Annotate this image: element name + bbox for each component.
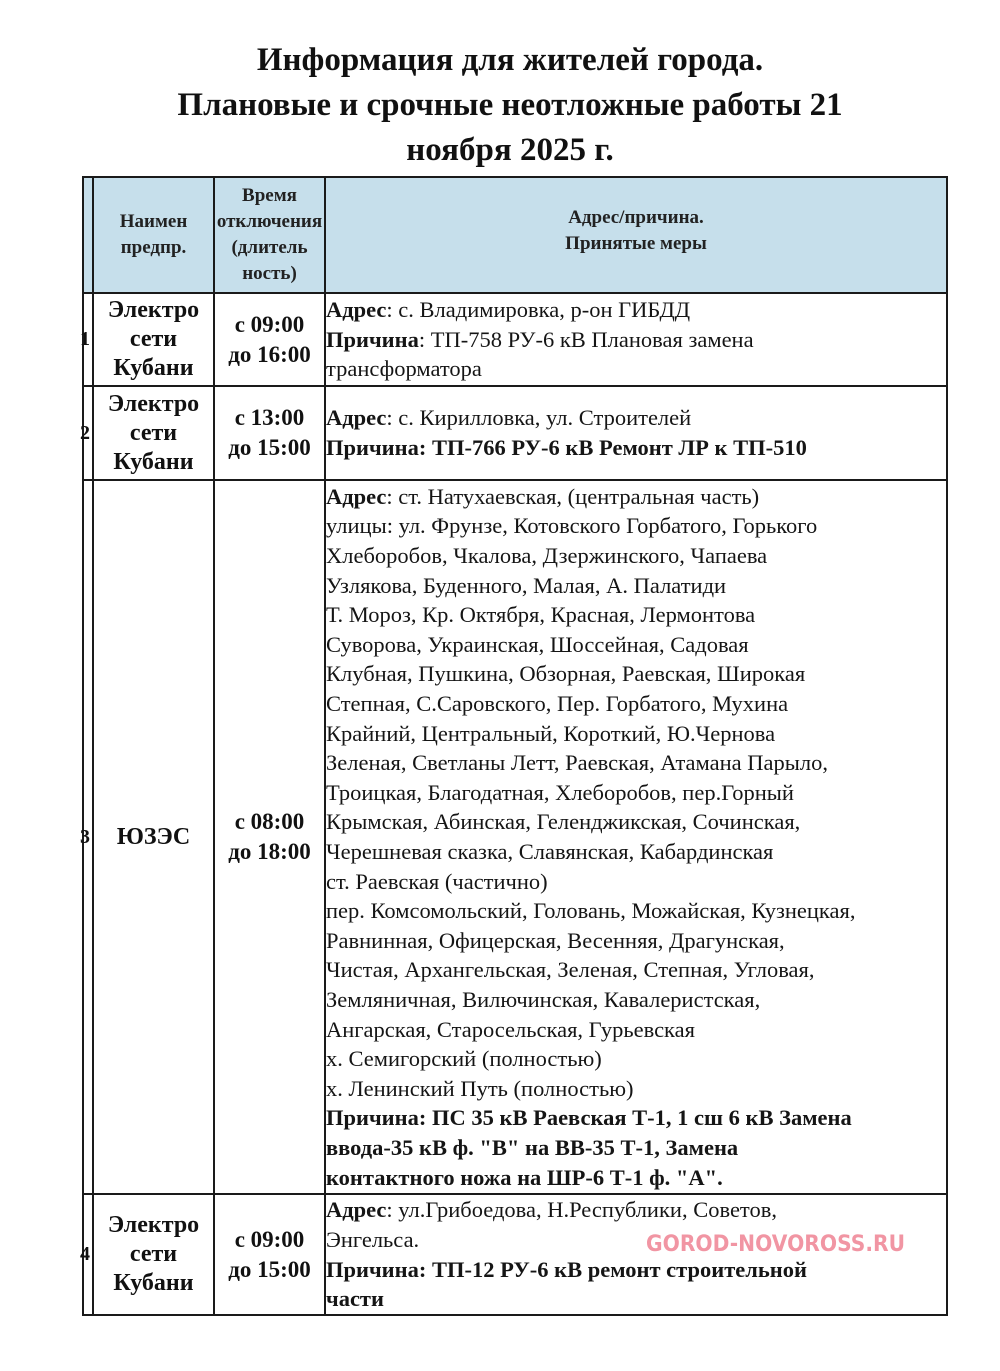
info-text: : ТП-766 РУ-6 кВ Ремонт ЛР к ТП-510 [418, 435, 807, 460]
info-text: Чистая, Архангельская, Зеленая, Степная, Угловая, [326, 957, 815, 983]
info-text: : ТП-758 РУ-6 кВ Плановая замена [418, 326, 754, 352]
info-line [326, 511, 946, 541]
organization-cell: Электро сети Кубани [93, 1194, 214, 1315]
info-line [326, 571, 946, 601]
outage-time-cell: с 13:00 до 15:00 [214, 386, 325, 480]
info-text: Земляничная, Вилючинская, Кавалеристская, [326, 986, 761, 1012]
title-line-3: ноября 2025 г. [406, 132, 614, 168]
info-text: : ул.Грибоедова, Н.Республики, Советов, [386, 1197, 777, 1223]
info-line [326, 719, 946, 749]
info-line-reason [326, 1103, 946, 1133]
info-label: Причина [326, 435, 419, 460]
info-text: х. Ленинский Путь (полностью) [326, 1075, 634, 1101]
info-text: Степная, С.Саровского, Пер. Горбатого, Мухина [326, 691, 789, 717]
header-outage-time: Время отключения (длитель ность) [214, 177, 325, 293]
info-line [326, 985, 946, 1015]
table-row [83, 386, 947, 480]
table-row [83, 293, 947, 386]
info-line [326, 659, 946, 689]
row-number: 1 [83, 293, 93, 386]
info-text: : ст. Натухаевская, (центральная часть) [386, 483, 760, 509]
info-label: Причина [326, 326, 419, 352]
info-line [326, 1163, 946, 1193]
header-number [83, 177, 93, 293]
info-line [326, 955, 946, 985]
info-text: ввода-35 кВ ф. "В" на ВВ-35 Т-1, Замена [326, 1134, 739, 1160]
info-line [326, 926, 946, 956]
outage-time-cell: с 09:00 до 15:00 [214, 1194, 325, 1315]
info-line-address [326, 1195, 946, 1225]
title-line-2: Плановые и срочные неотложные работы 21 [177, 87, 843, 123]
info-line [326, 600, 946, 630]
info-text: трансформатора [326, 356, 482, 382]
info-line [326, 1284, 946, 1314]
info-line [326, 1133, 946, 1163]
page-title [80, 38, 940, 173]
organization-cell: Электро сети Кубани [93, 386, 214, 480]
info-line [326, 354, 946, 384]
address-reason-cell [325, 386, 947, 480]
info-text: : с. Владимировка, р-он ГИБДД [386, 297, 691, 323]
info-line [326, 630, 946, 660]
info-text: х. Семигорский (полностью) [326, 1046, 602, 1072]
info-text: части [326, 1286, 384, 1312]
address-reason-cell [325, 293, 947, 386]
info-line [326, 1074, 946, 1104]
outage-schedule-table [82, 176, 948, 1316]
organization-cell: ЮЗЭС [93, 480, 214, 1194]
outage-time-cell: с 09:00 до 16:00 [214, 293, 325, 386]
info-text: Троицкая, Благодатная, Хлеборобов, пер.Горный [326, 779, 794, 805]
header-address-reason: Адрес/причина. Принятые меры [325, 177, 947, 293]
info-line-address [326, 403, 946, 433]
watermark: GOROD-NOVOROSS.RU [646, 1232, 906, 1257]
info-line [326, 689, 946, 719]
info-text: Ангарская, Старосельская, Гурьевская [326, 1016, 695, 1042]
info-label: Адрес [326, 1197, 387, 1223]
info-label: Адрес [326, 405, 387, 431]
info-line [326, 778, 946, 808]
info-line [326, 1044, 946, 1074]
info-text: Энгельса. [326, 1226, 420, 1252]
info-label: Адрес [326, 483, 387, 509]
table-row [83, 480, 947, 1194]
info-text: Черешневая сказка, Славянская, Кабардинская [326, 839, 774, 864]
info-line-reason [326, 1255, 946, 1285]
info-text: : ПС 35 кВ Раевская Т-1, 1 сш 6 кВ Замена [418, 1105, 852, 1131]
info-label: Причина [326, 1105, 419, 1131]
info-text: ст. Раевская (частично) [326, 868, 548, 894]
info-text: Крайний, Центральный, Короткий, Ю.Чернова [326, 720, 776, 746]
info-text: Хлеборобов, Чкалова, Дзержинского, Чапаева [326, 543, 768, 569]
info-line-address [326, 295, 946, 325]
info-label: Причина [326, 1256, 419, 1282]
info-line [326, 896, 946, 926]
info-line [326, 837, 946, 867]
header-organization: Наимен предпр. [93, 177, 214, 293]
table-header-row [83, 177, 947, 293]
info-line [326, 807, 946, 837]
info-line [326, 867, 946, 897]
row-number: 4 [83, 1194, 93, 1315]
organization-cell: Электро сети Кубани [93, 293, 214, 386]
info-text: Клубная, Пушкина, Обзорная, Раевская, Широкая [326, 661, 806, 687]
info-line-address [326, 482, 946, 512]
info-text: : ТП-12 РУ-6 кВ ремонт строительной [418, 1256, 807, 1282]
info-text: : с. Кирилловка, ул. Строителей [386, 405, 692, 431]
info-text: Крымская, Абинская, Геленджикская, Сочинская, [326, 809, 801, 835]
info-label: Адрес [326, 297, 387, 323]
info-text: Т. Мороз, Кр. Октября, Красная, Лермонтова [326, 602, 756, 628]
info-line-reason [326, 433, 946, 463]
info-line [326, 1015, 946, 1045]
row-number: 3 [83, 480, 93, 1194]
address-reason-cell [325, 480, 947, 1194]
info-text: Равнинная, Офицерская, Весенняя, Драгунская, [326, 927, 785, 953]
info-line [326, 541, 946, 571]
info-text: Узлякова, Буденного, Малая, А. Палатиди [326, 572, 727, 598]
title-line-1: Информация для жителей города. [256, 42, 764, 78]
info-text: пер. Комсомольский, Головань, Можайская, Кузнецкая, [326, 898, 856, 924]
info-line-reason [326, 325, 946, 355]
info-line [326, 748, 946, 778]
info-text: контактного ножа на ШР-6 Т-1 ф. "А". [326, 1164, 723, 1190]
info-text: Суворова, Украинская, Шоссейная, Садовая [326, 631, 749, 657]
row-number: 2 [83, 386, 93, 480]
info-text: Зеленая, Светланы Летт, Раевская, Атамана Парыло, [326, 750, 828, 776]
outage-time-cell: с 08:00 до 18:00 [214, 480, 325, 1194]
info-text: улицы: ул. Фрунзе, Котовского Горбатого, Горького [326, 513, 818, 539]
